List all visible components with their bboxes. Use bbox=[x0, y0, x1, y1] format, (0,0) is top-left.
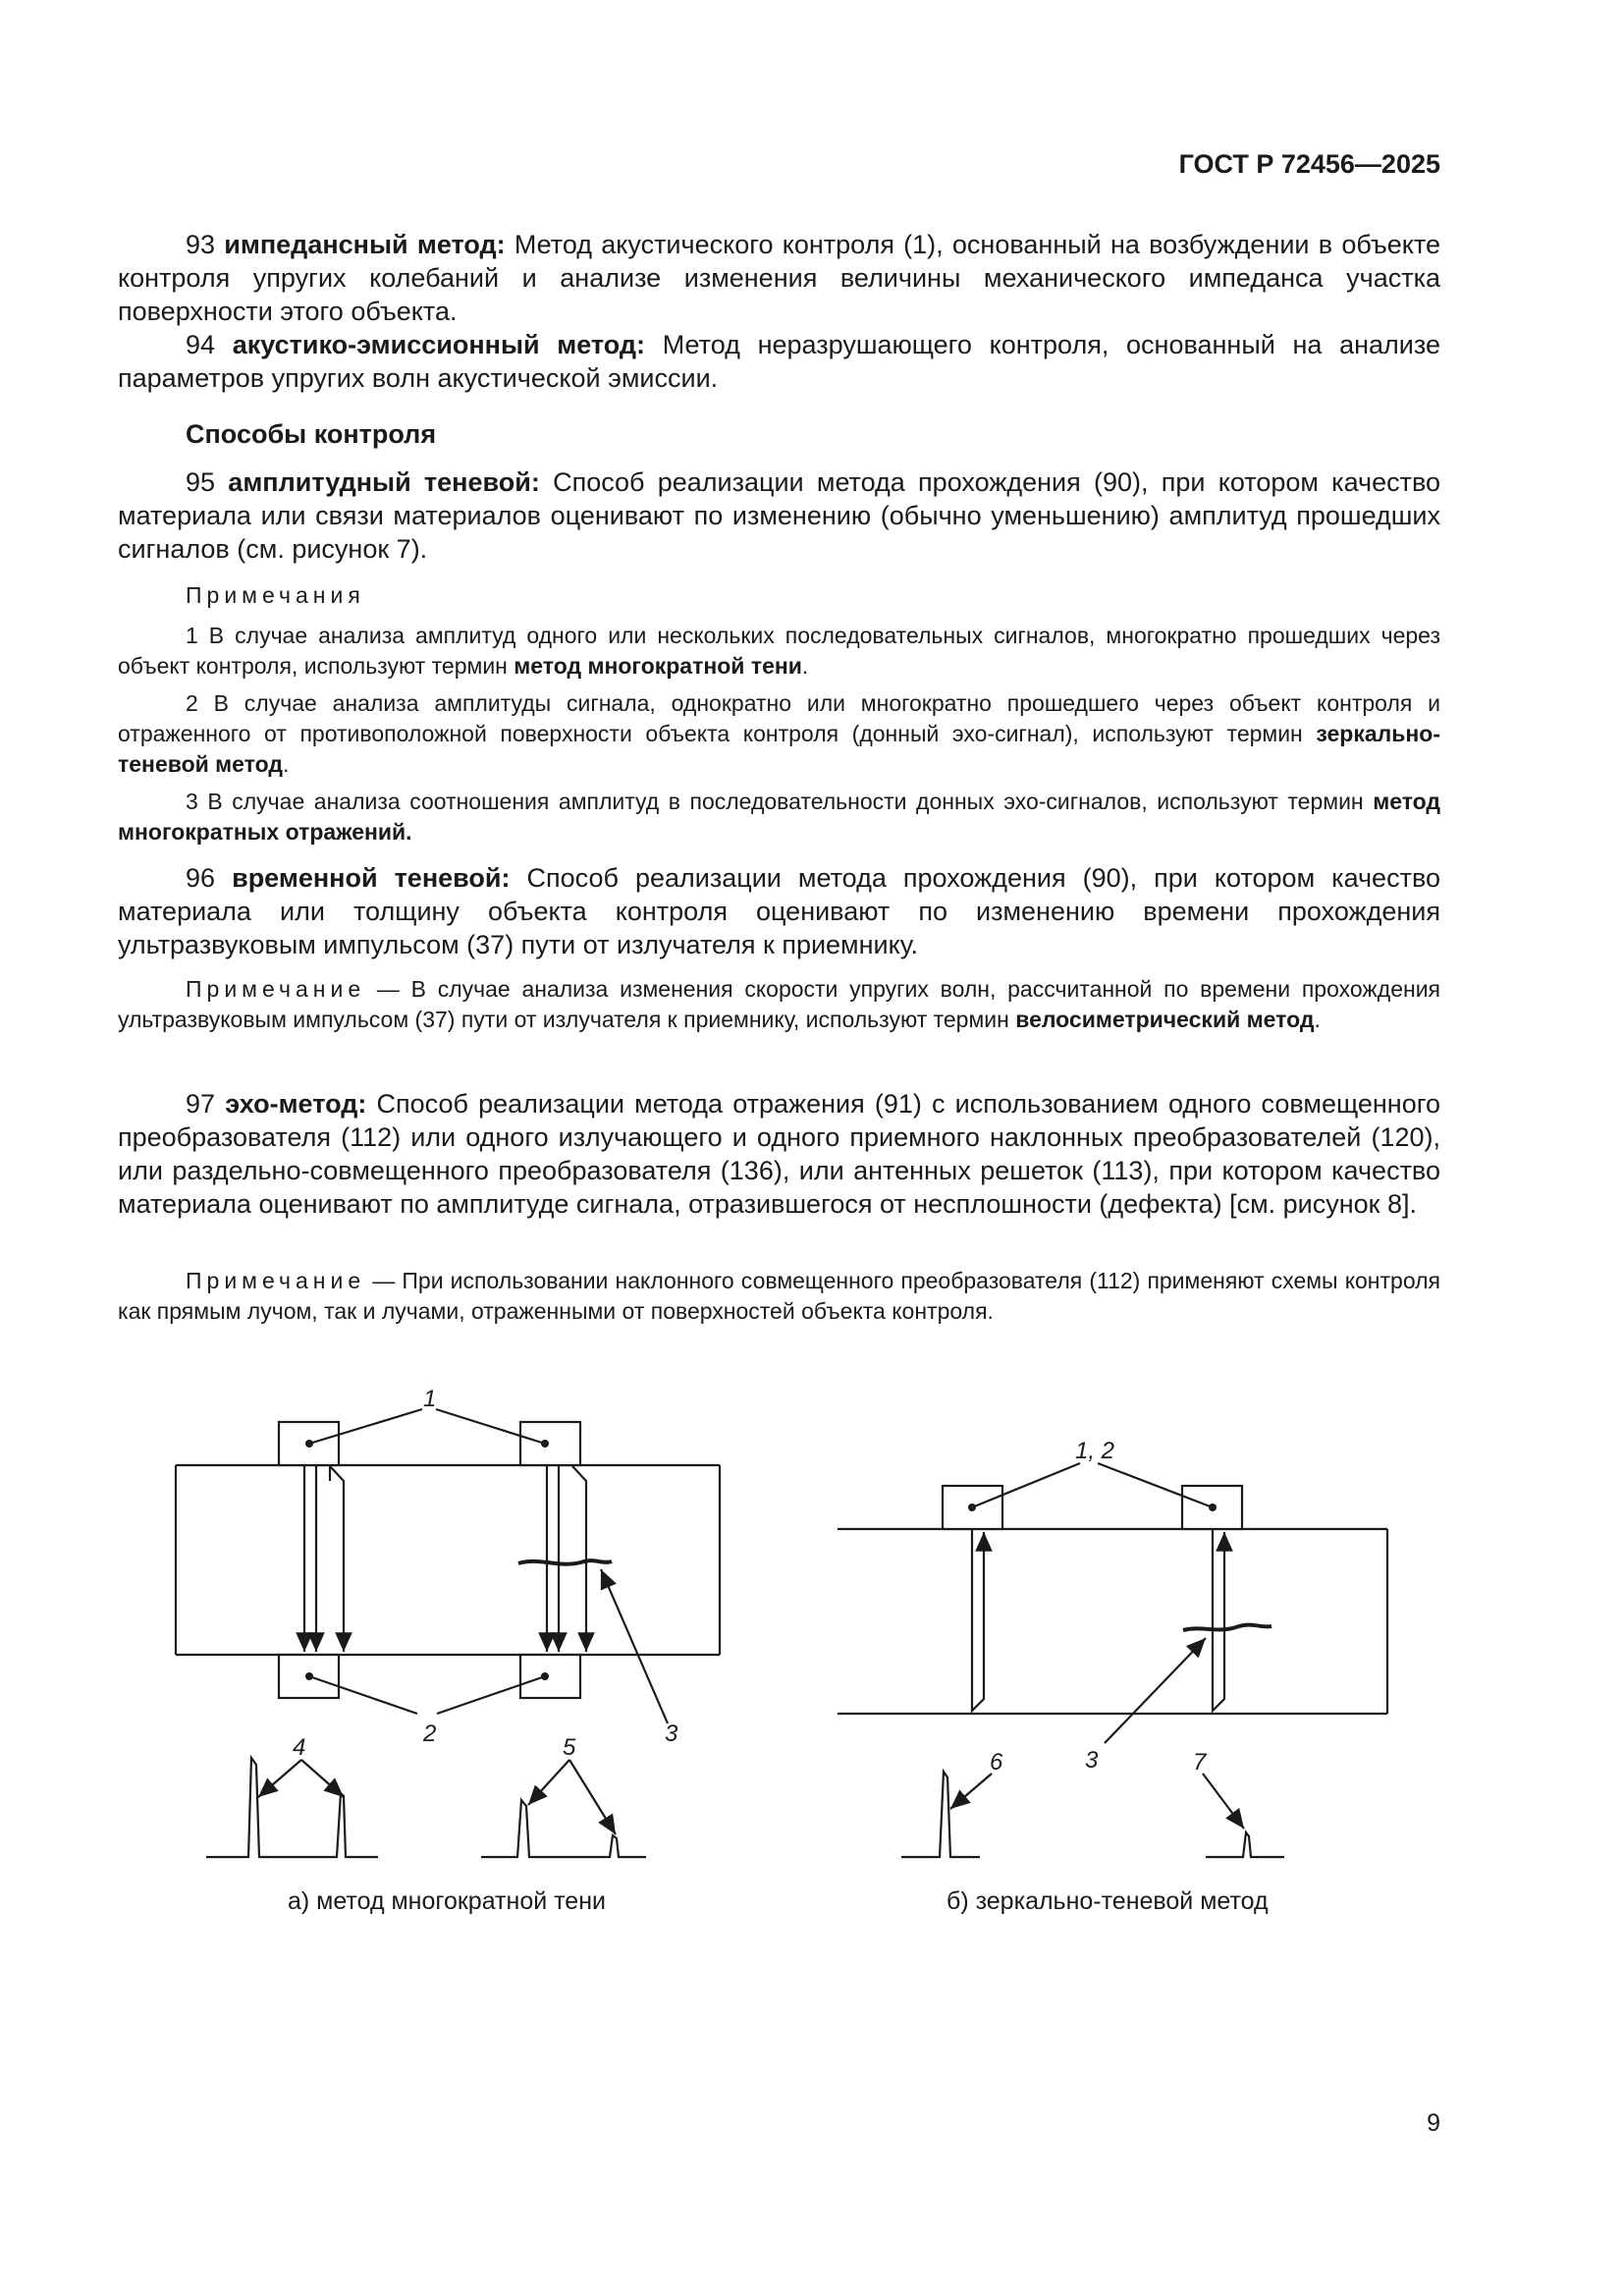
note-97: Примечание — При использовании наклонного совмещенного преобразователя (112) применяют схемы контроля как прямым лучом, так и лучами, отраженными от поверхностей объекта контроля. bbox=[118, 1268, 1440, 1324]
note-1: 1 В случае анализа амплитуд одного или нескольких последовательных сигналов, многократно прошедших через объект контроля, используют термин метод многократной тени. bbox=[118, 623, 1440, 679]
label-a-1: 1 bbox=[423, 1386, 437, 1412]
label-b-3: 3 bbox=[1085, 1747, 1099, 1774]
signal-trace-bottom-echo-reduced bbox=[1206, 1832, 1284, 1857]
note-96: Примечание — В случае анализа изменения скорости упругих волн, рассчитанной по времени прохождения ультразвуковым импульсом (37) пути от излучателя к приемнику, используют термин велосиметрический метод. bbox=[118, 976, 1440, 1032]
label-a-3: 3 bbox=[665, 1721, 678, 1747]
label-a-5: 5 bbox=[563, 1734, 576, 1761]
note-3: 3 В случае анализа соотношения амплитуд в последовательности донных эхо-сигналов, используют термин метод многократных отражений. bbox=[118, 789, 1440, 845]
term-95: 95 амплитудный теневой: Способ реализации метода прохождения (90), при котором качество материала или связи материалов оценивают по изменению (обычно уменьшению) амплитуд прошедших сигналов (см. рисунок 7). bbox=[118, 467, 1441, 564]
term-97: 97 эхо-метод: Способ реализации метода отражения (91) с использованием одного совмещенного преобразователя (112) или одного излучающего и одного приемного наклонных преобразователей (120), или раздельно-совмещенного преобразователя (136), или антенных решеток (113), при котором качество материала оценивают по амплитуде сигнала, отразившегося от несплошности (дефекта) [см. рисунок 8]. bbox=[118, 1089, 1440, 1219]
defect-crack-a bbox=[518, 1560, 612, 1564]
label-b-1-2: 1, 2 bbox=[1075, 1438, 1115, 1464]
figure-a-dots bbox=[305, 1440, 549, 1680]
signal-trace-bottom-echo bbox=[901, 1772, 980, 1857]
term-96: 96 временной теневой: Способ реализации метода прохождения (90), при котором качество материала или толщину объекта контроля оценивают по изменению времени прохождения ультразвуковым импульсом (37) пути от излучателя к приемнику. bbox=[118, 863, 1440, 959]
figure-b-caption: б) зеркально-теневой метод bbox=[947, 1887, 1269, 1915]
page-number: 9 bbox=[1427, 2109, 1440, 2137]
transducer-emitter-right bbox=[520, 1422, 580, 1465]
label-b-6: 6 bbox=[990, 1749, 1003, 1776]
note-2: 2 В случае анализа амплитуды сигнала, однократно или многократно прошедшего через объект контроля и отраженного от противоположной поверхности объекта контроля (донный эхо-сигнал), используют термин зеркально-теневой метод. bbox=[118, 690, 1440, 777]
document-code: ГОСТ Р 72456—2025 bbox=[1178, 149, 1440, 179]
term-93: 93 импедансный метод: Метод акустического контроля (1), основанный на возбуждении в объекте контроля упругих колебаний и анализе изменения величины механического импеданса участка поверхности этого объекта. bbox=[118, 230, 1440, 326]
label-a-2: 2 bbox=[423, 1721, 437, 1747]
section-heading: Способы контроля bbox=[186, 419, 437, 449]
signal-trace-multiple-shadow bbox=[206, 1758, 378, 1857]
signal-trace-reduced-amplitude bbox=[481, 1800, 646, 1857]
label-b-7: 7 bbox=[1193, 1749, 1207, 1776]
term-94: 94 акустико-эмиссионный метод: Метод неразрушающего контроля, основанный на анализе параметров упругих волн акустической эмиссии. bbox=[118, 330, 1440, 393]
figure-b-dots bbox=[968, 1503, 1217, 1511]
defect-crack-b bbox=[1183, 1625, 1271, 1630]
label-a-4: 4 bbox=[293, 1734, 306, 1761]
figure-a-caption: а) метод многократной тени bbox=[288, 1887, 606, 1915]
figure-b-diagram bbox=[838, 1463, 1387, 1829]
notes-label: Примечания bbox=[186, 582, 365, 608]
transducer-receiver-right bbox=[520, 1655, 580, 1698]
